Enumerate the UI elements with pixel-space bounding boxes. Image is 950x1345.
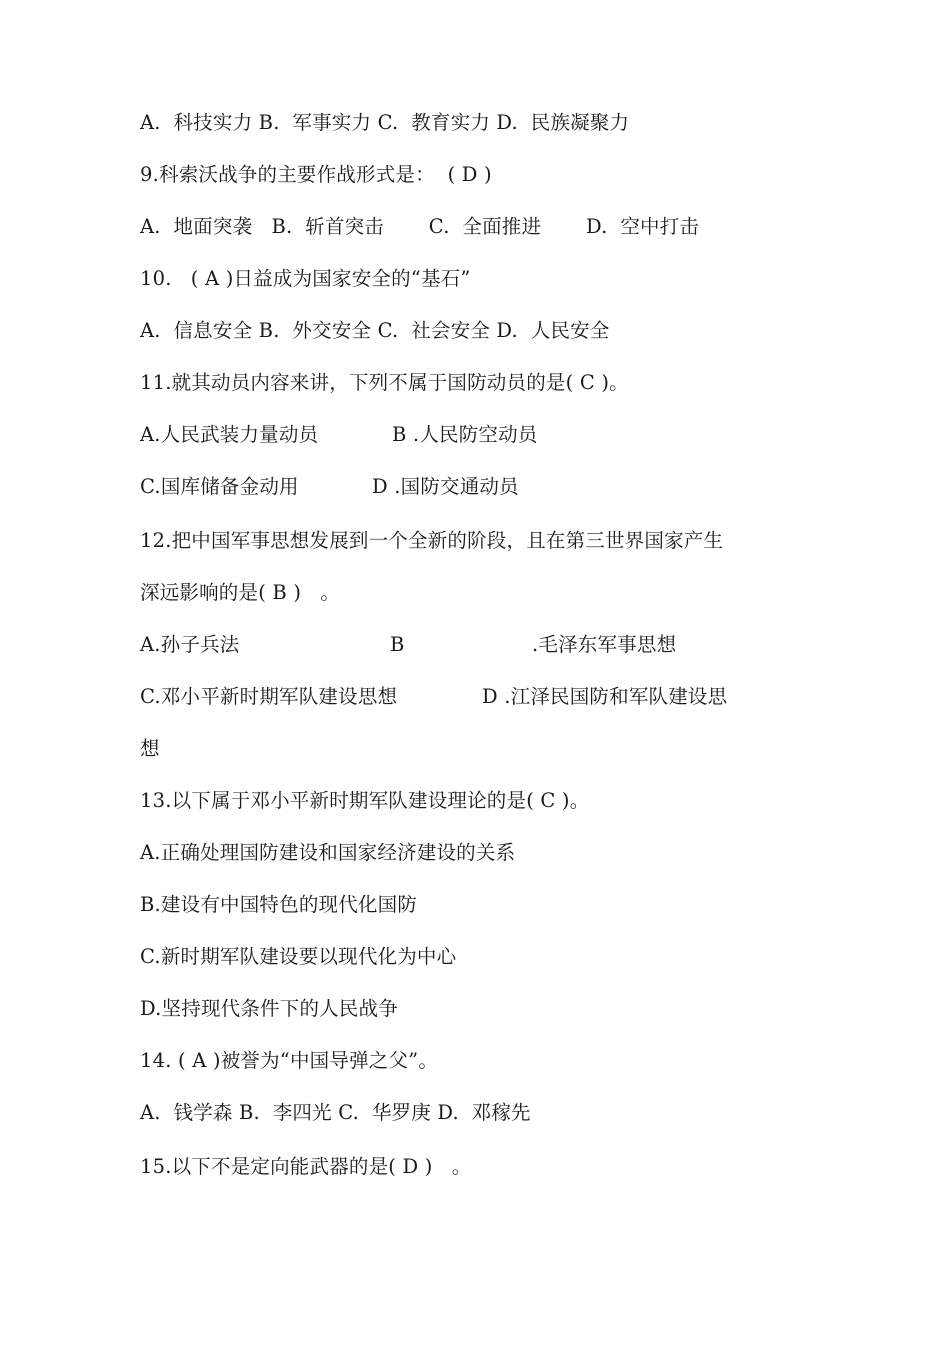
q11-options-row2 (140, 474, 840, 500)
q12-options-row1 (140, 632, 840, 658)
q12-option-b-text: .毛泽东军事思想 (532, 633, 677, 656)
q8-options: A. 科技实力 B. 军事实力 C. 教育实力 D. 民族凝聚力 (140, 111, 630, 134)
q11-option-b: B .人民防空动员 (392, 423, 538, 446)
q13-option-a: A.正确处理国防建设和国家经济建设的关系 (140, 841, 516, 864)
q14-question: 14. ( A )被誉为“中国导弹之父”。 (140, 1049, 439, 1072)
q10-options: A. 信息安全 B. 外交安全 C. 社会安全 D. 人民安全 (140, 319, 610, 342)
q9-question: 9.科索沃战争的主要作战形式是： ( D ) (140, 163, 492, 186)
q11-option-d: D .国防交通动员 (372, 475, 519, 498)
q12-question-line2: 深远影响的是( B ) 。 (140, 581, 341, 604)
q9-options: A. 地面突袭 B. 斩首突击 C. 全面推进 D. 空中打击 (140, 215, 700, 238)
q12-question-line1: 12.把中国军事思想发展到一个全新的阶段，且在第三世界国家产生 (140, 529, 724, 552)
q12-option-a: A.孙子兵法 (140, 633, 240, 656)
q13-option-b: B.建设有中国特色的现代化国防 (140, 893, 418, 916)
q13-question: 13.以下属于邓小平新时期军队建设理论的是( C )。 (140, 789, 590, 812)
q12-option-d: D .江泽民国防和军队建设思 (482, 685, 728, 708)
q12-options-row2 (140, 684, 840, 710)
q10-question: 10. ( A )日益成为国家安全的“基石” (140, 267, 471, 290)
q11-option-a: A.人民武装力量动员 (140, 423, 319, 446)
q13-option-d: D.坚持现代条件下的人民战争 (140, 997, 398, 1020)
q11-option-c: C.国库储备金动用 (140, 475, 299, 498)
q12-option-b-letter: B (390, 633, 405, 656)
q13-option-c: C.新时期军队建设要以现代化为中心 (140, 945, 457, 968)
q12-option-d-continued: 想 (140, 737, 160, 760)
q11-question: 11.就其动员内容来讲，下列不属于国防动员的是( C )。 (140, 371, 629, 394)
q14-options: A. 钱学森 B. 李四光 C. 华罗庚 D. 邓稼先 (140, 1101, 531, 1124)
q12-option-c: C.邓小平新时期军队建设思想 (140, 685, 398, 708)
q15-question: 15.以下不是定向能武器的是( D ) 。 (140, 1155, 472, 1178)
q11-options-row1 (140, 422, 840, 448)
